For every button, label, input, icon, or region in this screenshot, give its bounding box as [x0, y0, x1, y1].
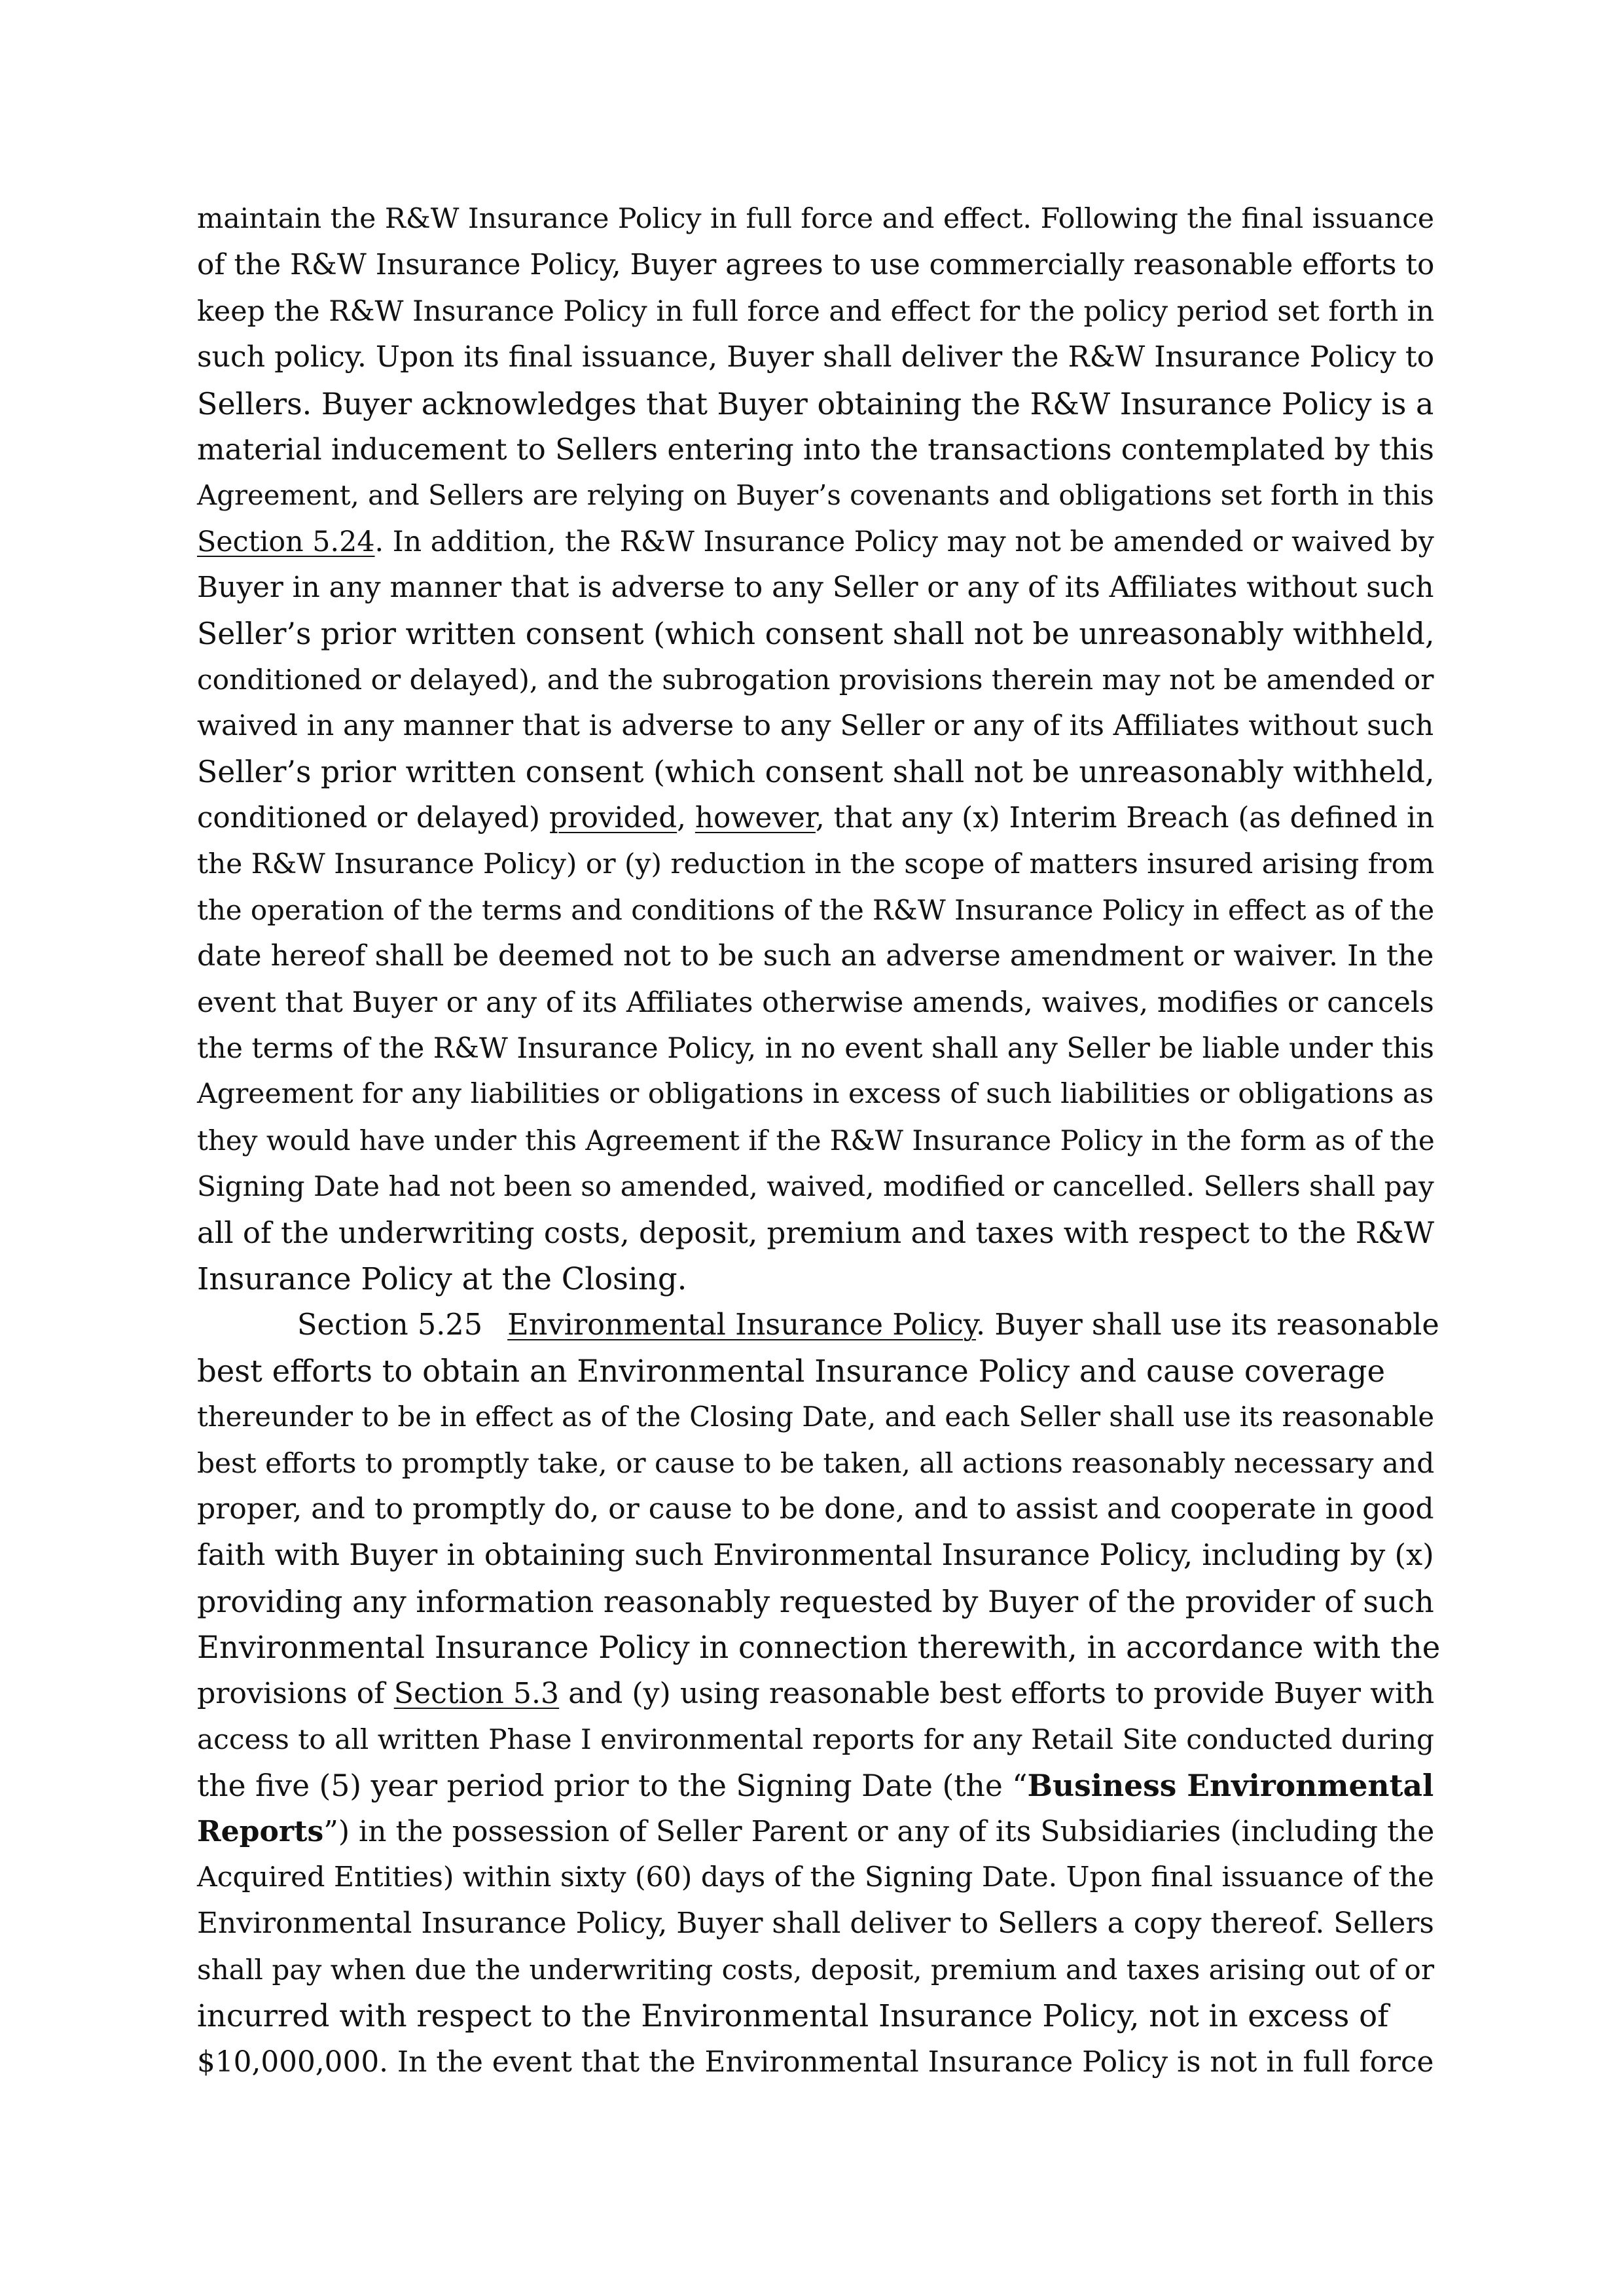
defined-term: Business Environmental [1027, 1768, 1434, 1804]
text-line: Environmental Insurance Policy in connection therewith, in accordance with the [197, 1630, 1441, 1666]
text-run: ”) in the possession of Seller Parent or any of its Subsidiaries (including the [323, 1814, 1435, 1848]
text-line [197, 1671, 1441, 1717]
text-line: access to all written Phase I environmental reports for any Retail Site conducted during [197, 1723, 1435, 1755]
text-line: Seller’s prior written consent (which consent shall not be unreasonably withheld, [197, 754, 1435, 789]
text-line: keep the R&W Insurance Policy in full force and effect for the policy period set forth in [197, 295, 1435, 328]
text-line: date hereof shall be deemed not to be such an adverse amendment or waiver. In the [197, 939, 1434, 973]
text-line: proper, and to promptly do, or cause to be done, and to assist and cooperate in good [197, 1492, 1434, 1526]
text-run: conditioned or delayed) [197, 802, 549, 835]
defined-term: Reports [197, 1814, 324, 1848]
section-reference-5-24: Section 5.24 [197, 525, 375, 558]
text-line: best efforts to promptly take, or cause to be taken, all actions reasonably necessary and [197, 1446, 1435, 1479]
text-line: maintain the R&W Insurance Policy in full force and effect. Following the final issuance [197, 203, 1435, 235]
paragraph-rw-insurance-policy [197, 196, 1441, 1302]
text-line: Agreement, and Sellers are relying on Buyer’s covenants and obligations set forth in this [197, 479, 1434, 512]
section-5-25-environmental-insurance-policy [197, 1302, 1441, 2085]
text-line [197, 795, 1441, 841]
text-line: Agreement for any liabilities or obligations in excess of such liabilities or obligations as [197, 1078, 1434, 1111]
provided-term: provided [549, 802, 677, 835]
text-line: Environmental Insurance Policy, Buyer shall deliver to Sellers a copy thereof. Sellers [197, 1907, 1434, 1941]
text-line: material inducement to Sellers entering into the transactions contemplated by this [197, 431, 1434, 467]
text-line: waived in any manner that is adverse to any Seller or any of its Affiliates without such [197, 709, 1434, 743]
text-line: $10,000,000. In the event that the Environmental Insurance Policy is not in full force [197, 2045, 1434, 2079]
section-reference-5-3: Section 5.3 [393, 1676, 560, 1710]
text-line: incurred with respect to the Environmental Insurance Policy, not in excess of [197, 1998, 1389, 2034]
however-term: however [695, 802, 816, 835]
text-line: the operation of the terms and conditions of the R&W Insurance Policy in effect as of the [197, 893, 1435, 926]
text-line: Acquired Entities) within sixty (60) days of the Signing Date. Upon final issuance of the [197, 1861, 1434, 1894]
text-line: conditioned or delayed), and the subrogation provisions therein may not be amended or [197, 663, 1434, 696]
text-line: shall pay when due the underwriting costs, deposit, premium and taxes arising out of or [197, 1953, 1434, 1986]
text-line: Seller’s prior written consent (which consent shall not be unreasonably withheld, [197, 616, 1435, 651]
section-number: Section 5.25 [297, 1308, 483, 1342]
text-line: the R&W Insurance Policy) or (y) reduction in the scope of matters insured arising from [197, 848, 1435, 880]
section-heading-line [197, 1302, 1441, 1348]
text-line: the terms of the R&W Insurance Policy, in no event shall any Seller be liable under this [197, 1032, 1434, 1066]
text-run: provisions of [197, 1676, 394, 1710]
text-line: Sellers. Buyer acknowledges that Buyer obtaining the R&W Insurance Policy is a [197, 386, 1434, 422]
text-line: Insurance Policy at the Closing. [197, 1261, 687, 1297]
text-line: best efforts to obtain an Environmental Insurance Policy and cause coverage [197, 1353, 1385, 1389]
text-line: faith with Buyer in obtaining such Environmental Insurance Policy, including by (x) [197, 1537, 1434, 1573]
text-line: they would have under this Agreement if the R&W Insurance Policy in the form as of the [197, 1124, 1435, 1157]
text-line: of the R&W Insurance Policy, Buyer agrees to use commercially reasonable efforts to [197, 248, 1435, 282]
text-line: such policy. Upon its final issuance, Buyer shall deliver the R&W Insurance Policy to [197, 340, 1435, 374]
text-line: Signing Date had not been so amended, waived, modified or cancelled. Sellers shall pay [197, 1170, 1434, 1203]
text-line: providing any information reasonably requested by Buyer of the provider of such [197, 1583, 1434, 1619]
text-line [197, 519, 1441, 565]
text-run: the five (5) year period prior to the Signing Date (the “ [197, 1768, 1028, 1804]
text-run: . In addition, the R&W Insurance Policy may not be amended or waived by [374, 525, 1434, 558]
text-line [197, 1809, 1441, 1855]
text-run: , that any (x) Interim Breach (as defined in [815, 802, 1435, 835]
text-line: Buyer in any manner that is adverse to any Seller or any of its Affiliates without such [197, 571, 1434, 605]
text-line: event that Buyer or any of its Affiliates otherwise amends, waives, modifies or cancels [197, 986, 1434, 1019]
text-run: , [677, 802, 695, 835]
text-line: thereunder to be in effect as of the Closing Date, and each Seller shall use its reasonable [197, 1401, 1435, 1433]
text-run: . Buyer shall use its reasonable [976, 1308, 1439, 1342]
text-run: and (y) using reasonable best efforts to provide Buyer with [559, 1676, 1435, 1710]
text-line: all of the underwriting costs, deposit, premium and taxes with respect to the R&W [197, 1215, 1434, 1250]
body-text [197, 196, 1441, 2085]
section-heading: Environmental Insurance Policy [507, 1308, 977, 1342]
text-line [197, 1763, 1441, 1808]
